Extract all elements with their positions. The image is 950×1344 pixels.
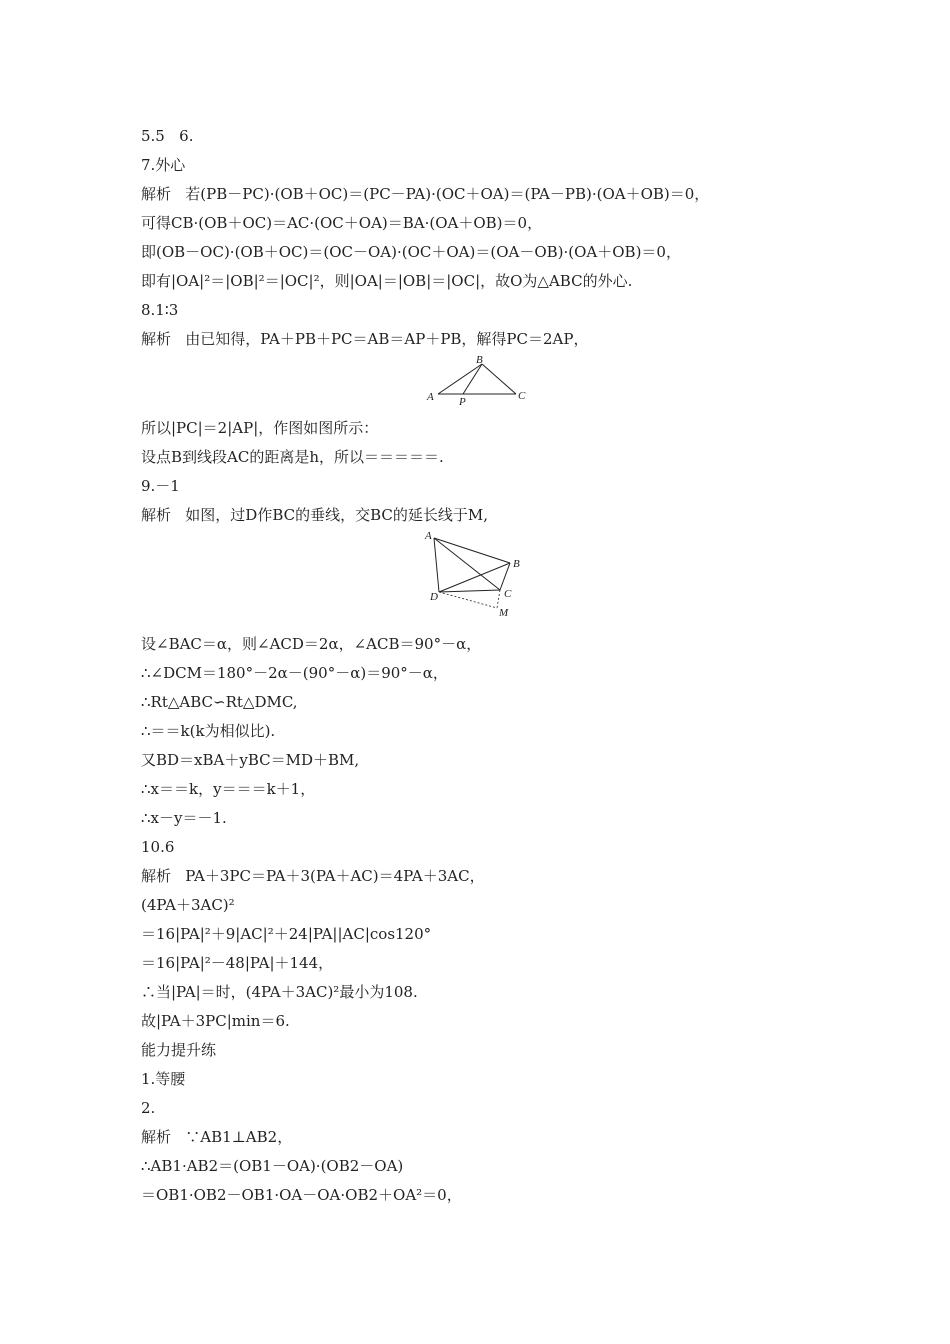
section-heading: 能力提升练: [141, 1041, 217, 1059]
solution-adv-2-line-3: ＝OB1·OB2－OB1·OA－OA·OB2＋OA²＝0，: [141, 1186, 462, 1204]
solution-9-line-3: ∴∠DCM＝180°－2α－(90°－α)＝90°－α，: [141, 664, 448, 682]
solution-8-line-2: 所以|PC|＝2|AP|，作图如图所示：: [141, 419, 379, 437]
solution-7-line-1: 解析 若(PB－PC)·(OB＋OC)＝(PC－PA)·(OC＋OA)＝(PA－PB)·(OA＋OB)＝0，: [141, 185, 710, 203]
answer-9: 9.－1: [141, 477, 180, 495]
label-C: C: [504, 588, 512, 600]
quadrilateral-figure-2: [420, 528, 532, 624]
answer-adv-1: 1.等腰: [141, 1070, 186, 1088]
label-A: A: [425, 530, 432, 542]
label-M: M: [499, 607, 509, 619]
solution-9-line-2: 设∠BAC＝α，则∠ACD＝2α，∠ACB＝90°－α，: [141, 635, 482, 653]
solution-10-line-2: (4PA＋3AC)²: [141, 896, 235, 914]
solution-9-line-6: 又BD＝xBA＋yBC＝MD＋BM,: [141, 751, 360, 769]
label-A: A: [427, 391, 434, 403]
label-B: B: [513, 558, 520, 570]
solution-10-line-5: ∴当|PA|＝时，(4PA＋3AC)²最小为108.: [141, 983, 418, 1001]
answer-adv-2: 2.: [141, 1099, 156, 1117]
solution-9-line-7: ∴x＝＝k，y＝＝＝k＋1，: [141, 780, 316, 798]
answer-10: 10.6: [141, 838, 175, 856]
answer-8: 8.1∶3: [141, 301, 179, 319]
solution-adv-2-line-1: 解析 ∵AB1⊥AB2，: [141, 1128, 293, 1146]
solution-9-line-5: ∴＝＝k(k为相似比).: [141, 722, 276, 740]
solution-7-line-3: 即(OB－OC)·(OB＋OC)＝(OC－OA)·(OC＋OA)＝(OA－OB)·(OA＋OB)＝0，: [141, 243, 681, 261]
solution-10-line-3: ＝16|PA|²＋9|AC|²＋24|PA||AC|cos120°: [141, 925, 432, 943]
solution-10-line-6: 故|PA＋3PC|min＝6.: [141, 1012, 290, 1030]
solution-9-line-8: ∴x－y＝－1.: [141, 809, 227, 827]
answer-7: 7.外心: [141, 156, 186, 174]
solution-adv-2-line-2: ∴AB1·AB2＝(OB1－OA)·(OB2－OA): [141, 1157, 404, 1175]
solution-8-line-1: 解析 由已知得，PA＋PB＋PC＝AB＝AP＋PB，解得PC＝2AP，: [141, 330, 589, 348]
solution-7-line-2: 可得CB·(OB＋OC)＝AC·(OC＋OA)＝BA·(OA＋OB)＝0，: [141, 214, 543, 232]
answer-5-6: 5.5 6.: [141, 127, 194, 145]
solution-10-line-1: 解析 PA＋3PC＝PA＋3(PA＋AC)＝4PA＋3AC，: [141, 867, 485, 885]
label-P: P: [459, 396, 466, 408]
solution-10-line-4: ＝16|PA|²－48|PA|＋144，: [141, 954, 334, 972]
label-B: B: [476, 354, 483, 366]
solution-9-line-1: 解析 如图，过D作BC的垂线，交BC的延长线于M,: [141, 506, 489, 524]
triangle-figure-1: [420, 352, 532, 408]
solution-8-line-3: 设点B到线段AC的距离是h，所以＝＝＝＝＝.: [141, 448, 444, 466]
solution-7-line-4: 即有|OA|²＝|OB|²＝|OC|²，则|OA|＝|OB|＝|OC|，故O为△ABC的外心.: [141, 272, 633, 290]
label-D: D: [430, 591, 438, 603]
solution-9-line-4: ∴Rt△ABC∽Rt△DMC,: [141, 693, 298, 711]
label-C: C: [518, 390, 526, 402]
